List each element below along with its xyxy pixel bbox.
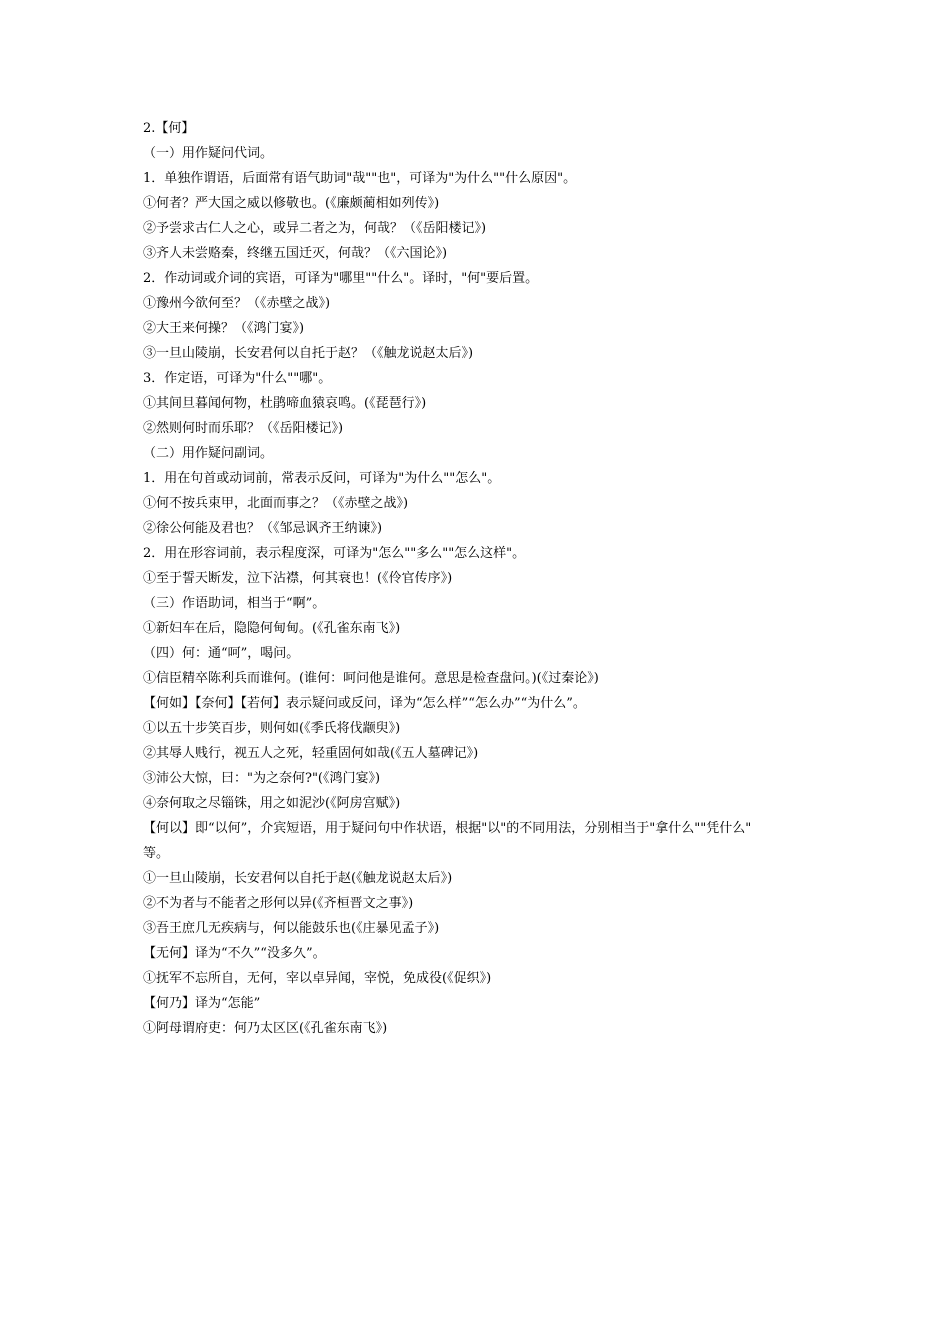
usage-note: 2．用在形容词前，表示程度深，可译为"怎么""多么""怎么这样"。 xyxy=(143,546,526,561)
example-line: ③沛公大惊，曰："为之奈何?"(《鸿门宴》) xyxy=(143,771,381,786)
example-line: ①何不按兵束甲，北面而事之？（《赤壁之战》) xyxy=(143,496,409,511)
example-line: ②其辱人贱行，视五人之死，轻重固何如哉(《五人墓碑记》) xyxy=(143,746,479,761)
subsection-heading: （一）用作疑问代词。 xyxy=(143,146,274,161)
usage-note: 2．作动词或介词的宾语，可译为"哪里""什么"。译时，"何"要后置。 xyxy=(143,271,539,286)
example-line: ②徐公何能及君也？（《邹忌讽齐王纳谏》) xyxy=(143,521,383,536)
example-line: ②予尝求古仁人之心，或异二者之为，何哉？（《岳阳楼记》) xyxy=(143,221,487,236)
subsection-heading: （二）用作疑问副词。 xyxy=(143,446,274,461)
example-line: ①何者？严大国之威以修敬也。(《廉颇蔺相如列传》) xyxy=(143,196,440,211)
example-line: ①新妇车在后，隐隐何甸甸。(《孔雀东南飞》) xyxy=(143,621,401,636)
section-heading: 2.【何】 xyxy=(143,121,195,136)
example-line: ①以五十步笑百步，则何如(《季氏将伐颛臾》) xyxy=(143,721,401,736)
example-line: ②大王来何操？（《鸿门宴》) xyxy=(143,321,305,336)
usage-note: 1．用在句首或动词前，常表示反问，可译为"为什么""怎么"。 xyxy=(143,471,501,486)
example-line: ①一旦山陵崩，长安君何以自托于赵(《触龙说赵太后》) xyxy=(143,871,453,886)
example-line: ①豫州今欲何至？（《赤壁之战》) xyxy=(143,296,331,311)
document-body xyxy=(143,116,833,1041)
example-line: ①至于誓天断发，泣下沾襟，何其衰也！(《伶官传序》) xyxy=(143,571,453,586)
phrase-heading: 【无何】译为“不久”“没多久”。 xyxy=(143,946,326,961)
usage-note: 1．单独作谓语，后面常有语气助词"哉""也"，可译为"为什么""什么原因"。 xyxy=(143,171,577,186)
example-line: ①阿母谓府吏：何乃太区区(《孔雀东南飞》) xyxy=(143,1021,388,1036)
example-line: ①其间旦暮闻何物，杜鹃啼血猿哀鸣。(《琵琶行》) xyxy=(143,396,427,411)
subsection-heading: （三）作语助词，相当于“啊”。 xyxy=(143,596,326,611)
example-line: ②不为者与不能者之形何以异(《齐桓晋文之事》) xyxy=(143,896,414,911)
example-line: ④奈何取之尽锱铢，用之如泥沙(《阿房宫赋》) xyxy=(143,796,401,811)
example-line: ②然则何时而乐耶？（《岳阳楼记》) xyxy=(143,421,344,436)
subsection-heading: （四）何：通“呵”，喝问。 xyxy=(143,646,300,661)
example-line: ③吾王庶几无疾病与，何以能鼓乐也(《庄暴见孟子》) xyxy=(143,921,440,936)
phrase-heading: 【何乃】译为“怎能” xyxy=(143,996,261,1011)
example-line: ③齐人未尝赂秦，终继五国迁灭，何哉？（《六国论》) xyxy=(143,246,448,261)
example-line: ①信臣精卒陈利兵而谁何。(谁何：呵问他是谁何。意思是检查盘问。)(《过秦论》) xyxy=(143,671,599,686)
example-line: ③一旦山陵崩，长安君何以自托于赵？（《触龙说赵太后》) xyxy=(143,346,474,361)
phrase-heading: 【何以】即“以何”，介宾短语，用于疑问句中作状语，根据"以"的不同用法，分别相当于"拿什么""凭什么" xyxy=(143,821,752,836)
phrase-heading: 【何如】【奈何】【若何】表示疑问或反问，译为“怎么样”“怎么办”“为什么”。 xyxy=(143,696,586,711)
phrase-heading-continued: 等。 xyxy=(143,846,170,861)
example-line: ①抚军不忘所自，无何，宰以卓异闻，宰悦，免成役(《促织》) xyxy=(143,971,492,986)
usage-note: 3．作定语，可译为"什么""哪"。 xyxy=(143,371,332,386)
